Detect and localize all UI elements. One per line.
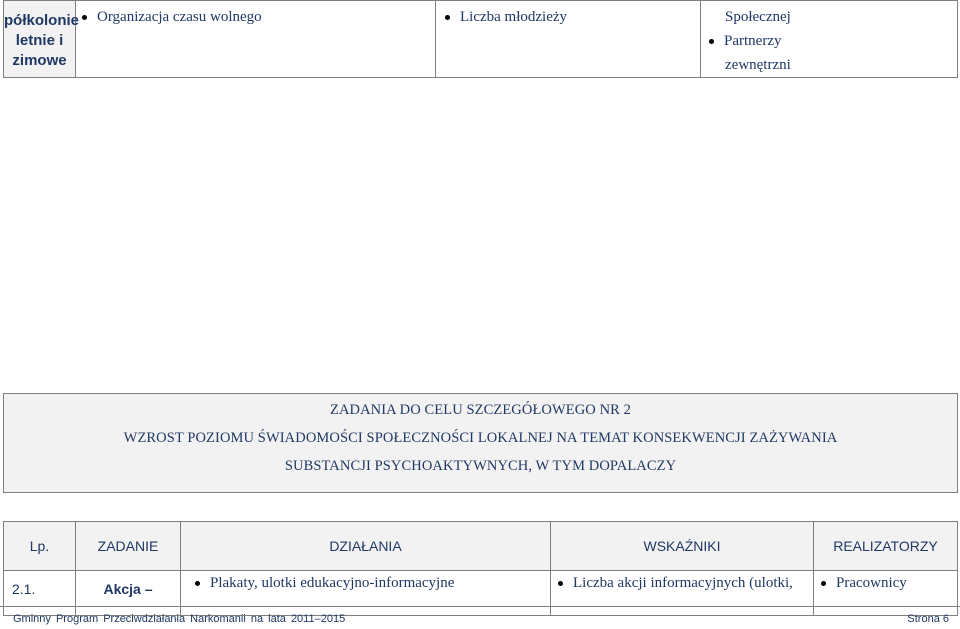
activity-cell (76, 1, 436, 78)
task-text: Akcja – (103, 581, 153, 597)
indicator-cell (436, 1, 701, 78)
table-row (4, 1, 958, 78)
activity-text: Organizacja czasu wolnego (97, 9, 262, 25)
bullet-icon (558, 581, 563, 586)
bullet-icon (195, 581, 200, 586)
bullet-icon (445, 15, 450, 20)
goal-subtitle-line1: WZROST POZIOMU ŚWIADOMOŚCI SPOŁECZNOŚCI LOKALNEJ NA TEMAT KONSEKWENCJI ZAŻYWANIA (123, 430, 838, 446)
bullet-icon (82, 15, 87, 20)
footer-title: Gminny Program Przeciwdziałania Narkomanii na lata 2011–2015 (13, 613, 346, 625)
goal-heading-box (3, 393, 958, 493)
executor-text-line2: Partnerzy (724, 33, 782, 49)
executor-text-line1: Społecznej (725, 9, 791, 25)
table-header-row (4, 522, 958, 571)
header-lp: Lp. (4, 522, 76, 571)
bullet-icon (709, 39, 714, 44)
header-task: ZADANIE (76, 522, 181, 571)
row-label-line2: letnie i zimowe (12, 32, 67, 69)
header-indicators: WSKAŹNIKI (551, 522, 814, 571)
footer-page-number: Strona 6 (907, 613, 949, 625)
row-label-cell (4, 1, 79, 78)
top-table-fragment (3, 0, 958, 78)
goal-subtitle-line2: SUBSTANCJI PSYCHOAKTYWNYCH, W TYM DOPALACZY (284, 458, 677, 474)
header-executors: REALIZATORZY (814, 522, 958, 571)
bullet-icon (821, 581, 826, 586)
executor-text-line3: zewnętrzni (725, 57, 791, 73)
page-footer (0, 606, 960, 629)
indicator-text: Liczba młodzieży (460, 9, 568, 25)
row-label-line1: półkolonie (4, 12, 79, 29)
header-actions: DZIAŁANIA (181, 522, 551, 571)
tasks-table (3, 521, 958, 616)
executor-cell (701, 1, 958, 78)
executor-row-text: Pracownicy (836, 575, 907, 591)
action-text: Plakaty, ulotki edukacyjno-informacyjne (210, 575, 455, 591)
indicator-row-text: Liczba akcji informacyjnych (ulotki, (573, 575, 793, 591)
lp-text: 2.1. (12, 581, 36, 597)
goal-title: ZADANIA DO CELU SZCZEGÓŁOWEGO NR 2 (329, 402, 632, 418)
